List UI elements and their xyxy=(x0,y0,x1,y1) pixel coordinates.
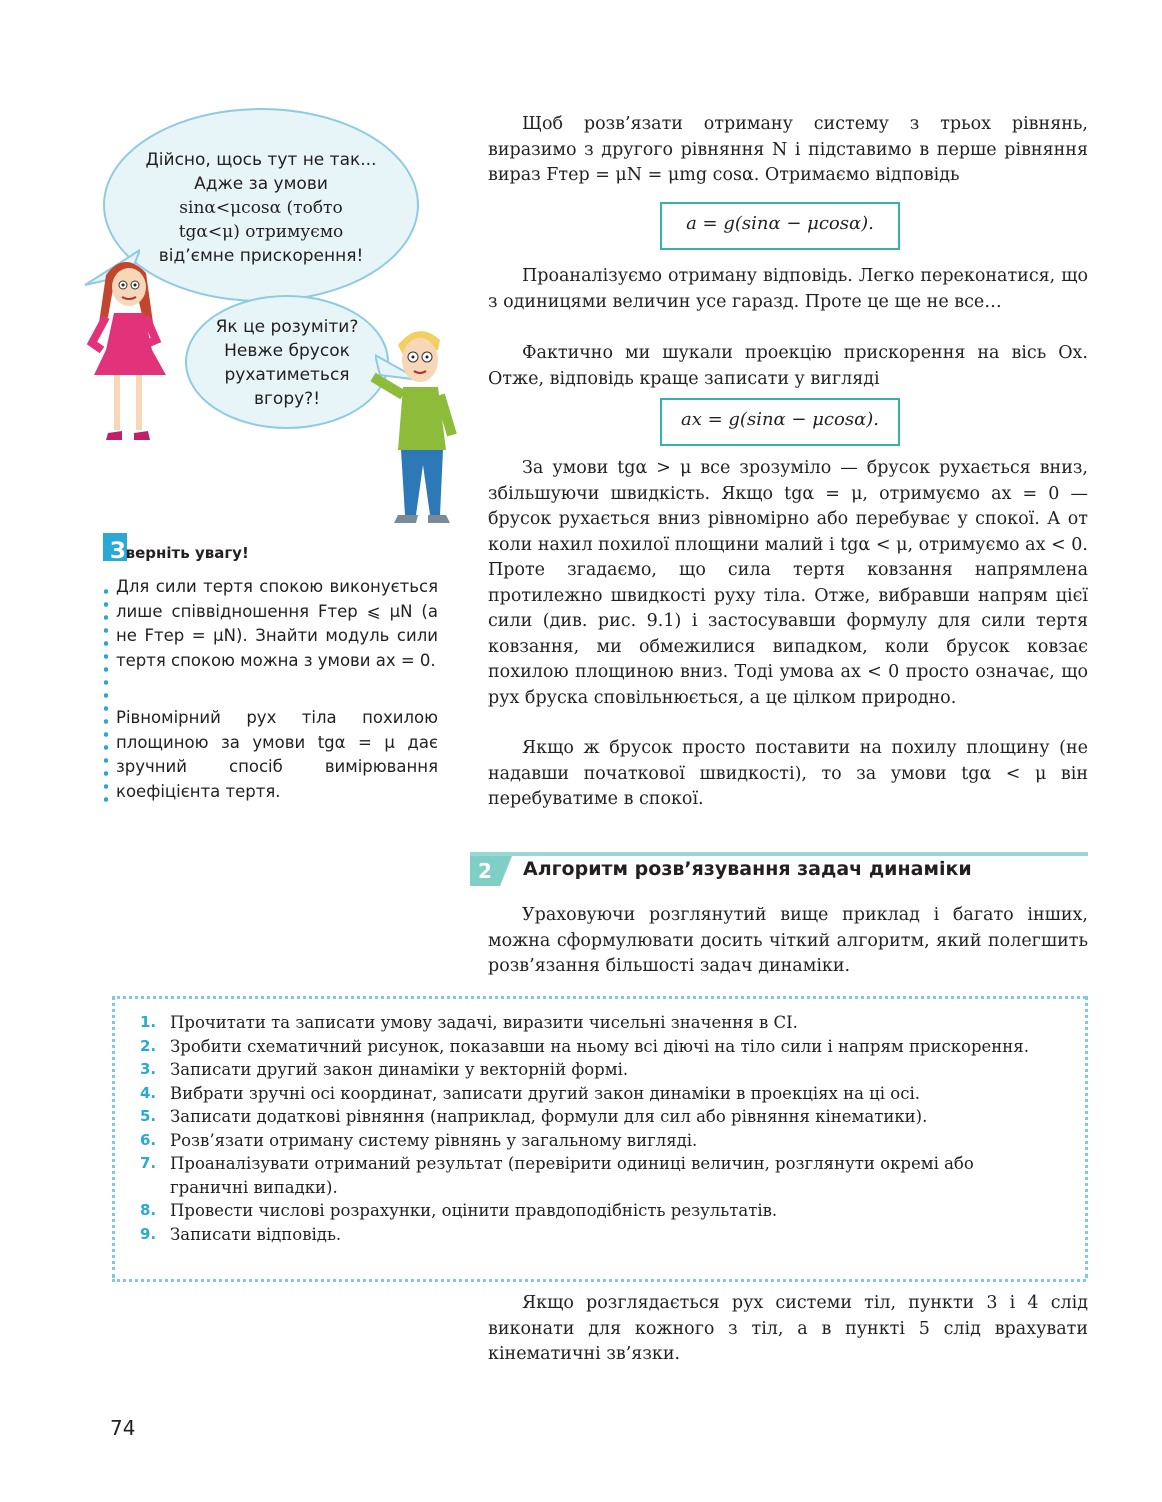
step-text: Розв’язати отриману систему рівнянь у загальному вигляді. xyxy=(170,1130,698,1150)
step-text: Провести числові розрахунки, оцінити правдоподібність результатів. xyxy=(170,1201,778,1220)
step-number: 4. xyxy=(140,1083,157,1102)
step-text: Записати другий закон динаміки у векторній формі. xyxy=(170,1060,629,1079)
step-text: Вибрати зручні осі координат, записати другий закон динаміки в проекціях на ці осі. xyxy=(170,1083,921,1103)
note-dotted-line xyxy=(104,585,108,803)
note-title-letter: З xyxy=(110,539,126,564)
girl-illustration xyxy=(84,255,194,450)
step-text: Записати відповідь. xyxy=(170,1224,342,1244)
algorithm-step xyxy=(112,1011,1057,1035)
paragraph: Щоб розв’язати отриману систему з трьох рівнянь, виразимо з другого рівняння N і підставимо в перше рівняння вираз Fтер = μN = μmg cosα. Отримаємо відповідь xyxy=(488,114,1088,185)
boy-bubble-line: Як це розуміти? xyxy=(215,317,359,337)
step-number: 7. xyxy=(140,1154,157,1172)
algorithm-step xyxy=(112,1152,1057,1199)
girl-bubble-line: від’ємне прискорення! xyxy=(158,246,364,266)
algorithm-box xyxy=(112,996,1086,1282)
girl-bubble-line: Дійсно, щось тут не так... xyxy=(145,150,377,170)
final-paragraph: Якщо розглядається рух системи тіл, пункти 3 і 4 слід виконати для кожного з тіл, а в пункті 5 слід врахувати кінематичні зв’язки. xyxy=(488,1293,1088,1364)
girl-bubble-line: Адже за умови xyxy=(194,174,328,194)
section-title: Алгоритм розв’язування задач динаміки xyxy=(523,858,972,880)
step-number: 3. xyxy=(140,1060,157,1078)
step-number: 6. xyxy=(140,1130,157,1149)
step-number: 2. xyxy=(140,1036,157,1055)
note-title-rest: верніть увагу! xyxy=(125,544,249,562)
note-item: Для сили тертя спокою виконується лише співвідношення Fтер ⩽ μN (а не Fтер = μN). Знайти модуль сили тертя спокою можна з умови ax = 0. xyxy=(116,577,438,670)
algorithm-step xyxy=(112,1082,1057,1106)
section-intro: Ураховуючи розглянутий вище приклад і багато інших, можна сформулювати досить чіткий алгоритм, який полегшить розв’язання більшості задач динаміки. xyxy=(488,905,1088,976)
paragraph: Проаналізуємо отриману відповідь. Легко переконатися, що з одиницями величин усе гаразд. Проте це ще не все… xyxy=(488,266,1088,312)
boy-bubble-line: Невже брусок xyxy=(224,341,350,361)
paragraph: Якщо ж брусок просто поставити на похилу площину (не надавши початкової швидкості), то за умови tgα < μ він перебуватиме в спокої. xyxy=(488,738,1088,809)
boy-bubble-line: рухатиметься xyxy=(224,365,350,385)
step-number: 5. xyxy=(140,1107,157,1125)
paragraph: Фактично ми шукали проекцію прискорення на вісь Ox. Отже, відповідь краще записати у вигляді xyxy=(488,343,1088,389)
step-number: 8. xyxy=(140,1201,157,1219)
section-rule xyxy=(470,852,1088,856)
step-text: Записати додаткові рівняння (наприклад, формули для сил або рівняння кінематики). xyxy=(170,1107,928,1126)
algorithm-step xyxy=(112,1035,1057,1059)
page-number: 74 xyxy=(110,1416,136,1440)
algorithm-list xyxy=(112,1011,1057,1246)
algorithm-step xyxy=(112,1223,1057,1247)
step-number: 9. xyxy=(140,1224,157,1243)
section-number: 2 xyxy=(470,856,500,886)
formula-acceleration: a = g(sinα − μcosα). xyxy=(660,202,900,250)
boy-illustration xyxy=(368,325,483,530)
algorithm-step xyxy=(112,1105,1057,1129)
step-text: Проаналізувати отриманий результат (перевірити одиниці величин, розглянути окремі або граничні випадки). xyxy=(170,1154,974,1197)
algorithm-step xyxy=(112,1199,1057,1223)
girl-bubble-line: tgα<μ) отримуємо xyxy=(178,222,344,242)
note-title xyxy=(110,539,249,564)
step-number: 1. xyxy=(140,1013,157,1031)
algorithm-step xyxy=(112,1058,1057,1082)
formula-projection: ax = g(sinα − μcosα). xyxy=(660,398,900,446)
algorithm-step xyxy=(112,1129,1057,1153)
boy-speech-bubble xyxy=(185,295,389,429)
girl-bubble-line: sinα<μcosα (тобто xyxy=(179,198,343,218)
step-text: Прочитати та записати умову задачі, виразити чисельні значення в СІ. xyxy=(170,1013,798,1032)
step-text: Зробити схематичний рисунок, показавши на ньому всі діючі на тіло сили і напрям прискорення. xyxy=(170,1036,1029,1056)
boy-bubble-line: вгору?! xyxy=(253,389,321,409)
paragraph: За умови tgα > μ все зрозуміло — брусок рухається вниз, збільшуючи швидкість. Якщо tgα = μ, отримуємо ax = 0 — брусок рухається вниз рівномірно або перебуває у спокої. А от коли нахил похилої площини малий і tgα < μ, отримуємо ax < 0. Проте згадаємо, що сила тертя ковзання напрямлена протилежно швидкості руху тіла. Отже, вибравши напрям цієї сили (див. рис. 9.1) і застосувавши формулу для сили тертя ковзання, ми обмежилися випадком, коли брусок ковзає похилою площиною вниз. Тоді умова ax < 0 просто означає, що рух бруска сповільнюється, а це цілком природно. xyxy=(488,458,1088,708)
note-item: Рівномірний рух тіла похилою площиною за умови tgα = μ дає зручний спосіб вимірювання коефіцієнта тертя. xyxy=(116,708,438,801)
